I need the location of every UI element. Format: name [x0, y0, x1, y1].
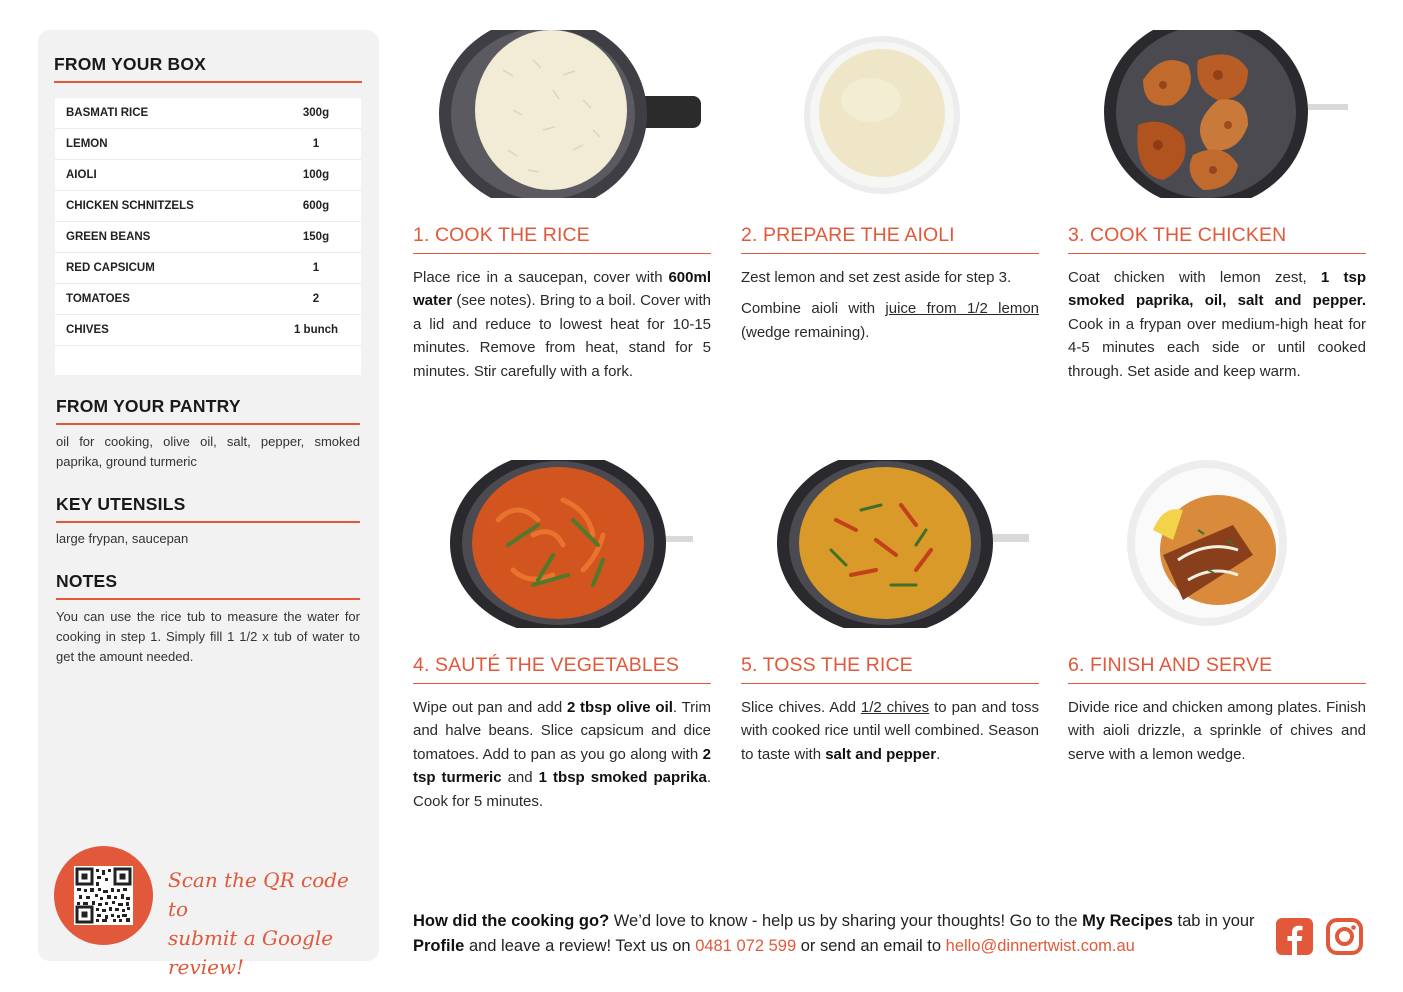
box-heading: FROM YOUR BOX [54, 54, 362, 83]
notes-text: You can use the rice tub to measure the water for cooking in step 1. Simply fill 1 1/2 x tub of water to get the amount needed. [56, 609, 360, 664]
ingredient-row [55, 129, 361, 160]
step-text-segment: 1/2 chives [860, 699, 930, 716]
step-text-segment: Combine aioli with [741, 300, 886, 318]
ingredient-quantity: 1 [312, 262, 320, 274]
utensils-heading: KEY UTENSILS [56, 494, 360, 523]
step-1-body [413, 266, 711, 383]
step-text-segment: 1 tbsp smoked paprika [538, 769, 707, 787]
plated-dish-photo [1068, 460, 1366, 628]
ingredient-row [55, 160, 361, 191]
footer-text-segment: Profile [413, 937, 465, 955]
step-6-title: 6. FINISH AND SERVE [1068, 654, 1366, 684]
rice-saucepan-photo [413, 30, 711, 198]
pantry-text: oil for cooking, olive oil, salt, pepper, smoked paprika, ground turmeric [56, 434, 360, 469]
ingredient-quantity: 2 [312, 293, 320, 305]
step-text-segment: Cook in a frypan over medium-high heat for 4-5 minutes each side or until cooked through. Set aside and keep warm. [1068, 315, 1366, 380]
step-2-body [741, 266, 1039, 344]
facebook-icon[interactable] [1276, 918, 1313, 955]
step-paragraph [741, 696, 1039, 766]
footer-text-segment: or send an email to [796, 937, 946, 955]
step-text-segment: to pan and toss with cooked rice until well combined. Season to taste with [741, 699, 1040, 763]
ingredient-name: GREEN BEANS [66, 231, 151, 243]
step-paragraph [741, 297, 1039, 344]
step-paragraph [741, 266, 1039, 289]
step-5-body [741, 696, 1039, 766]
footer-text-segment[interactable]: 0481 072 599 [695, 937, 797, 955]
ingredient-name: BASMATI RICE [66, 107, 149, 119]
step-4-title: 4. SAUTÉ THE VEGETABLES [413, 654, 711, 684]
step-1-title: 1. COOK THE RICE [413, 224, 711, 254]
footer-text-segment[interactable]: hello@dinnertwist.com.au [945, 937, 1135, 955]
qr-code-icon[interactable] [74, 866, 133, 925]
ingredient-name: LEMON [66, 138, 108, 150]
step-text-segment: (see notes). Bring to a boil. Cover with a lid and reduce to lowest heat for 10-15 minutes. Remove from heat, stand for 5 minutes. Stir carefully with a fork. [413, 292, 711, 380]
feedback-footer-text [413, 909, 1263, 959]
step-paragraph [1068, 266, 1366, 383]
ingredient-quantity: 1 [312, 138, 320, 150]
qr-caption-line1: Scan the QR code to [168, 868, 349, 921]
ingredient-quantity: 300g [302, 107, 330, 119]
ingredient-quantity: 100g [302, 169, 330, 181]
step-text-segment: and [501, 769, 539, 787]
ingredient-name: CHICKEN SCHNITZELS [66, 200, 194, 212]
footer-text-segment: tab in your [1172, 912, 1255, 930]
ingredient-name: AIOLI [66, 169, 97, 181]
ingredient-row [55, 191, 361, 222]
qr-caption [168, 866, 368, 982]
ingredient-row [55, 284, 361, 315]
ingredient-row [55, 222, 361, 253]
ingredient-quantity: 1 bunch [293, 324, 339, 336]
step-text-segment: juice from 1/2 lemon [885, 300, 1040, 318]
step-5-title: 5. TOSS THE RICE [741, 654, 1039, 684]
step-text-segment: Slice chives. Add [741, 699, 861, 716]
footer-text-segment: and leave a review! Text us on [464, 937, 696, 955]
step-text-segment: Coat chicken with lemon zest, [1068, 269, 1321, 286]
step-3-body [1068, 266, 1366, 383]
notes-heading: NOTES [56, 571, 360, 600]
step-text-segment: Wipe out pan and add [413, 699, 567, 716]
step-text-segment: . Trim and halve beans. Slice capsicum and dice tomatoes. Add to pan as you go along with [413, 699, 712, 763]
ingredient-row [55, 315, 361, 346]
footer-text-segment: My Recipes [1082, 912, 1173, 930]
vegetables-frypan-photo [413, 460, 711, 628]
ingredient-name: RED CAPSICUM [66, 262, 155, 274]
step-text-segment: 1 tsp smoked paprika, oil, salt and pepper. [1068, 269, 1366, 310]
utensils-text: large frypan, saucepan [56, 531, 189, 546]
step-6-body [1068, 696, 1366, 766]
ingredient-name: TOMATOES [66, 293, 130, 305]
instagram-icon[interactable] [1326, 918, 1363, 955]
step-text-segment: 600ml water [413, 269, 711, 310]
footer-text-segment: How did the cooking go? [413, 912, 610, 930]
step-text-segment: 2 tsp turmeric [413, 745, 711, 787]
step-text-segment: Zest lemon and set zest aside for step 3. [741, 269, 1012, 286]
step-text-segment: . Cook for 5 minutes. [413, 769, 711, 810]
ingredient-row [55, 98, 361, 129]
ingredient-quantity: 600g [302, 200, 330, 212]
step-text-segment: 2 tbsp olive oil [566, 699, 673, 716]
footer-text-segment: We’d love to know - help us by sharing your thoughts! Go to the [609, 912, 1083, 930]
ingredients-sidebar [38, 30, 379, 979]
step-paragraph [413, 266, 711, 383]
ingredient-row [55, 253, 361, 284]
step-text-segment: . [936, 745, 941, 763]
step-paragraph [413, 696, 711, 813]
step-3-title: 3. COOK THE CHICKEN [1068, 224, 1366, 254]
box-ingredients-table [55, 98, 361, 375]
step-text-segment: (wedge remaining). [741, 323, 870, 341]
pantry-heading: FROM YOUR PANTRY [56, 396, 360, 425]
ingredient-name: CHIVES [66, 324, 109, 336]
qr-badge[interactable] [54, 846, 153, 945]
ingredient-quantity: 150g [302, 231, 330, 243]
step-text-segment: Divide rice and chicken among plates. Finish with aioli drizzle, a sprinkle of chives and serve with a lemon wedge. [1068, 699, 1366, 763]
chicken-frypan-photo [1068, 30, 1366, 198]
step-paragraph [1068, 696, 1366, 766]
step-4-body [413, 696, 711, 813]
step-text-segment: salt and pepper [825, 745, 937, 763]
rice-tossed-frypan-photo [741, 460, 1039, 628]
aioli-bowl-photo [741, 30, 1039, 198]
qr-caption-line2: submit a Google review! [168, 926, 334, 979]
step-text-segment: Place rice in a saucepan, cover with [413, 269, 669, 286]
step-2-title: 2. PREPARE THE AIOLI [741, 224, 1039, 254]
